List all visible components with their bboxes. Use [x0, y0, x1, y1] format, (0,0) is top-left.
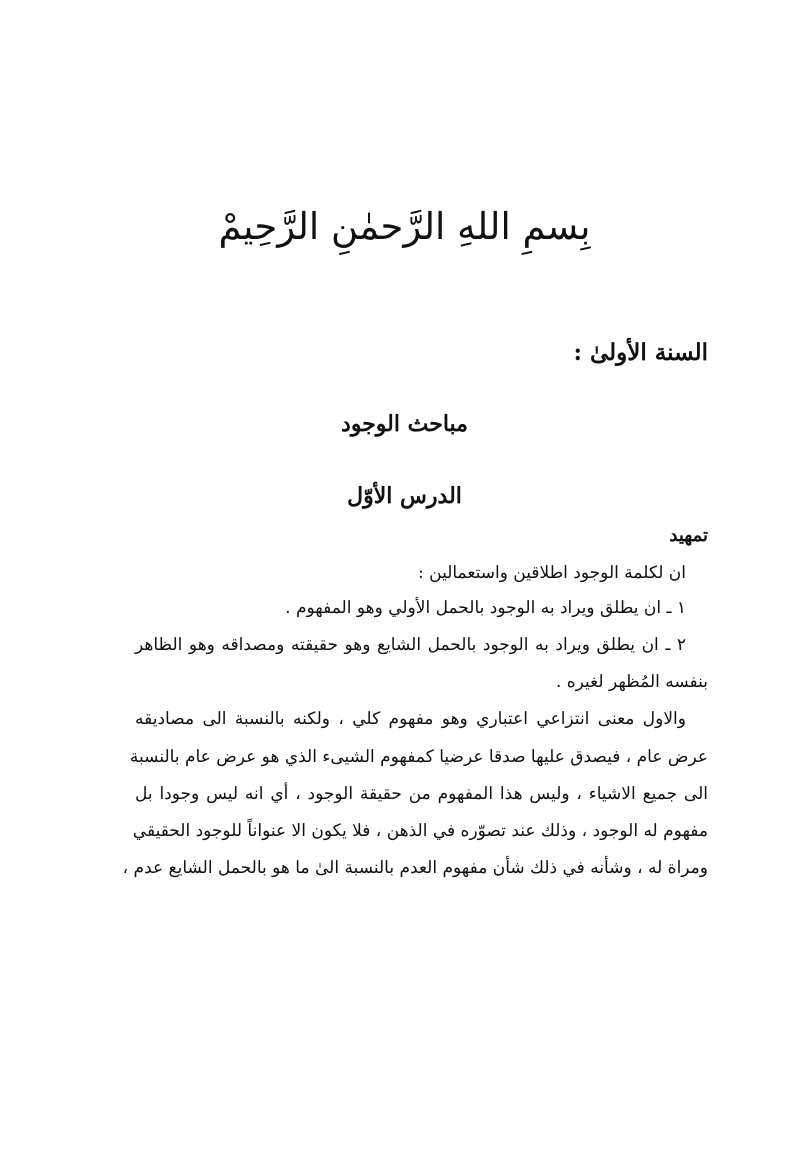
paragraph-line: الى جميع الاشياء ، وليس هذا المفهوم من حقيقة الوجود ، أي انه ليس وجودا بل: [135, 784, 708, 804]
lesson-title: الدرس الأوّل: [347, 483, 462, 509]
intro-heading: تمهيد: [669, 525, 708, 546]
section-title: مباحث الوجود: [341, 411, 468, 437]
paragraph-line: عرض عام ، فيصدق عليها صدقا عرضيا كمفهوم الشيىء الذي هو عرض عام بالنسبة: [129, 747, 708, 767]
body-line: بنفسه المُظهر لغيره .: [555, 672, 708, 692]
paragraph-line: مفهوم له الوجود ، وذلك عند تصوّره في الذهن ، فلا يكون الا عنواناً للوجود الحقيقي: [132, 821, 708, 841]
basmala-heading: بِسمِ اللهِ الرَّحمٰنِ الرَّحِيمْ: [218, 205, 591, 248]
body-line: ١ ـ ان يطلق ويراد به الوجود بالحمل الأولي وهو المفهوم .: [285, 598, 686, 618]
body-line: ٢ ـ ان يطلق ويراد به الوجود بالحمل الشايع وهو حقيقته ومصداقه وهو الظاهر: [135, 635, 686, 655]
body-line: ان لكلمة الوجود اطلاقين واستعمالين :: [418, 563, 686, 583]
paragraph-line: والاول معنى انتزاعي اعتباري وهو مفهوم كلي ، ولكنه بالنسبة الى مصاديقه: [135, 709, 686, 729]
paragraph-line: ومراة له ، وشأنه في ذلك شأن مفهوم العدم بالنسبة الىٰ ما هو بالحمل الشايع عدم ،: [122, 858, 708, 878]
year-title: السنة الأولىٰ :: [573, 339, 708, 366]
